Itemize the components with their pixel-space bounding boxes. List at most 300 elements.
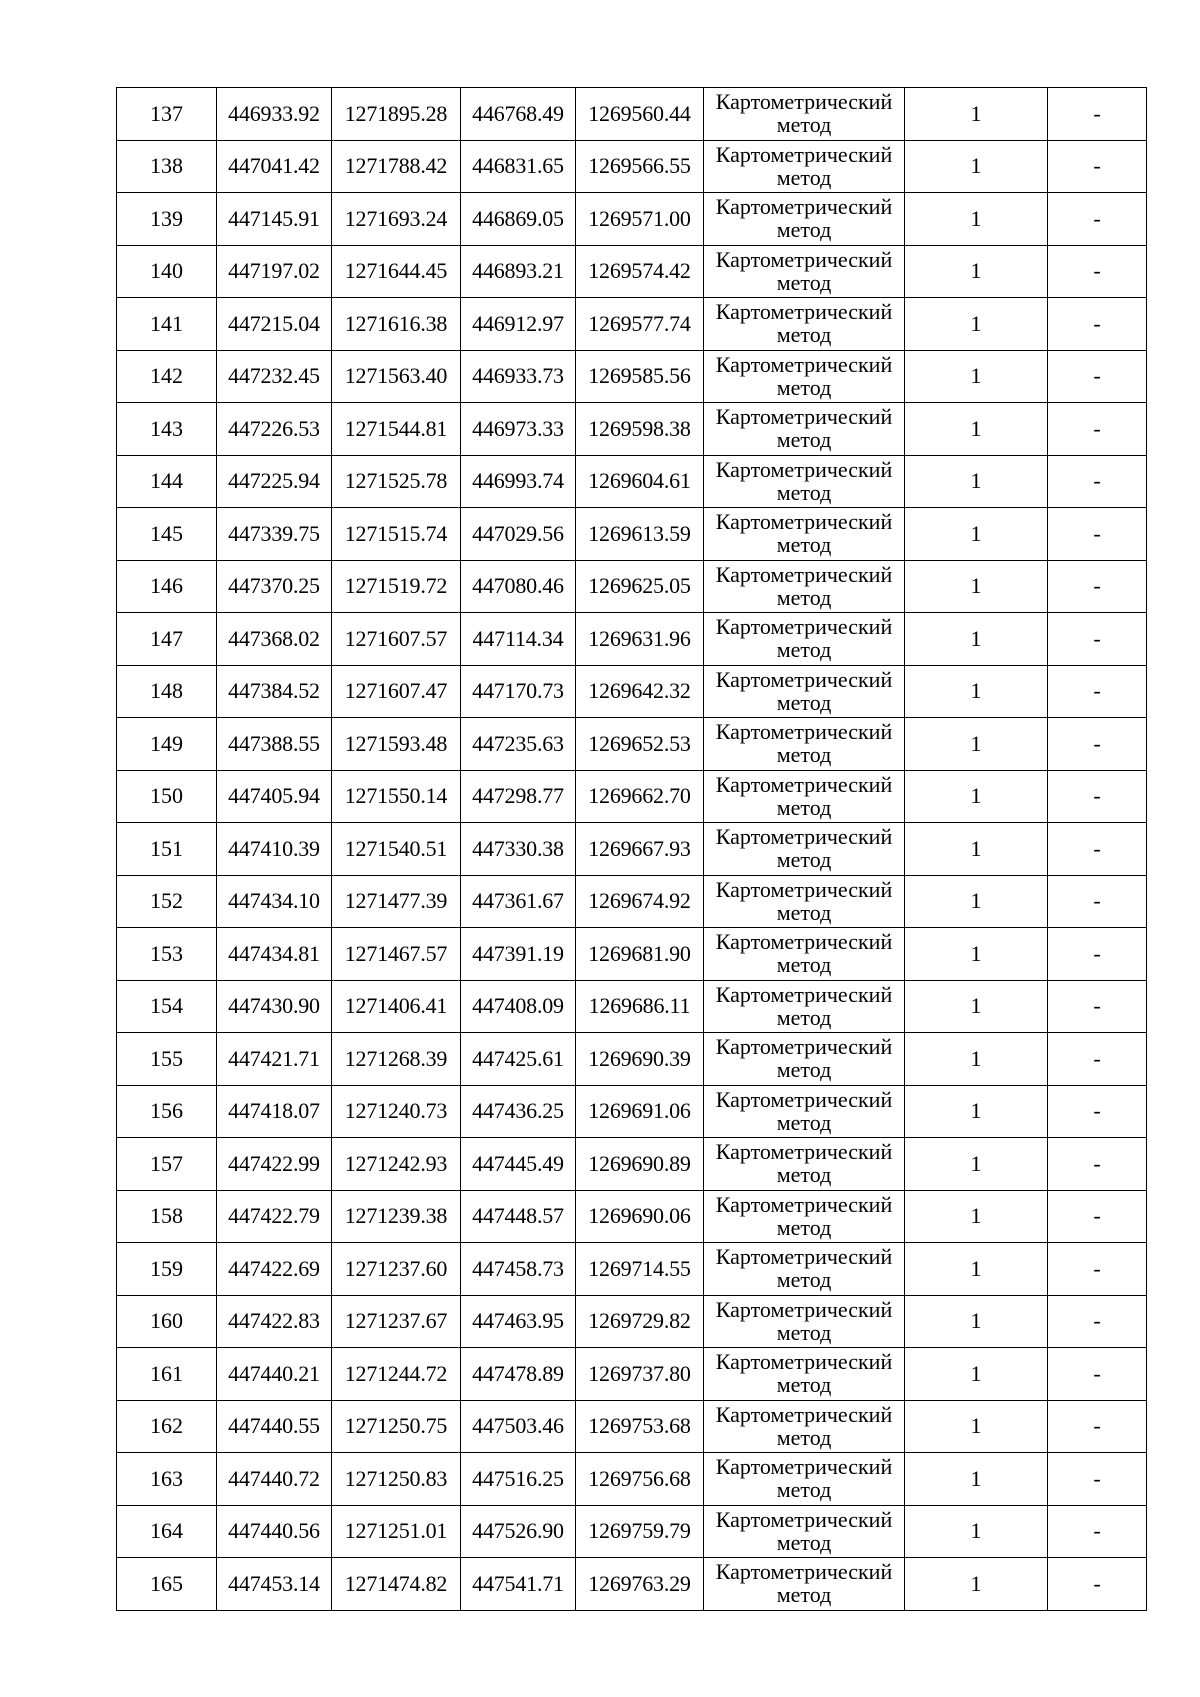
accuracy-cell: 1 xyxy=(905,980,1048,1033)
method-cell xyxy=(704,88,905,141)
y2-cell: 1269642.32 xyxy=(576,665,704,718)
x2-cell: 447361.67 xyxy=(461,875,576,928)
y2-cell: 1269714.55 xyxy=(576,1243,704,1296)
method-line-2: метод xyxy=(776,952,832,977)
x1-cell: 447370.25 xyxy=(217,560,332,613)
table-row xyxy=(117,1243,1147,1296)
accuracy-cell: 1 xyxy=(905,1243,1048,1296)
y1-cell: 1271644.45 xyxy=(332,245,461,298)
point-number-cell: 146 xyxy=(117,560,217,613)
accuracy-cell: 1 xyxy=(905,1400,1048,1453)
x1-cell: 447422.79 xyxy=(217,1190,332,1243)
y2-cell: 1269574.42 xyxy=(576,245,704,298)
method-line-1: Картометрический xyxy=(715,1454,893,1479)
note-cell: - xyxy=(1048,665,1147,718)
x2-cell: 446768.49 xyxy=(461,88,576,141)
y2-cell: 1269662.70 xyxy=(576,770,704,823)
x1-cell: 447440.21 xyxy=(217,1348,332,1401)
point-number-cell: 150 xyxy=(117,770,217,823)
y1-cell: 1271616.38 xyxy=(332,298,461,351)
method-line-2: метод xyxy=(776,1372,832,1397)
y1-cell: 1271563.40 xyxy=(332,350,461,403)
note-cell: - xyxy=(1048,1505,1147,1558)
method-line-2: метод xyxy=(776,742,832,767)
method-cell xyxy=(704,1348,905,1401)
note-cell: - xyxy=(1048,1453,1147,1506)
table-row xyxy=(117,455,1147,508)
y1-cell: 1271250.75 xyxy=(332,1400,461,1453)
accuracy-cell: 1 xyxy=(905,1558,1048,1611)
x2-cell: 447445.49 xyxy=(461,1138,576,1191)
note-cell: - xyxy=(1048,928,1147,981)
method-line-2: метод xyxy=(776,1582,832,1607)
x1-cell: 447418.07 xyxy=(217,1085,332,1138)
note-cell: - xyxy=(1048,1295,1147,1348)
method-cell xyxy=(704,560,905,613)
table-row xyxy=(117,403,1147,456)
accuracy-cell: 1 xyxy=(905,455,1048,508)
x1-cell: 447368.02 xyxy=(217,613,332,666)
x2-cell: 447235.63 xyxy=(461,718,576,771)
x1-cell: 447388.55 xyxy=(217,718,332,771)
note-cell: - xyxy=(1048,508,1147,561)
note-cell: - xyxy=(1048,1138,1147,1191)
x1-cell: 447339.75 xyxy=(217,508,332,561)
x1-cell: 447422.69 xyxy=(217,1243,332,1296)
x2-cell: 447391.19 xyxy=(461,928,576,981)
x1-cell: 447232.45 xyxy=(217,350,332,403)
method-cell xyxy=(704,245,905,298)
method-line-1: Картометрический xyxy=(715,771,893,797)
table-row xyxy=(117,1085,1147,1138)
x1-cell: 447197.02 xyxy=(217,245,332,298)
point-number-cell: 154 xyxy=(117,980,217,1033)
note-cell: - xyxy=(1048,1558,1147,1611)
x1-cell: 447405.94 xyxy=(217,770,332,823)
method-cell xyxy=(704,350,905,403)
method-line-2: метод xyxy=(776,584,832,610)
x2-cell: 447458.73 xyxy=(461,1243,576,1296)
note-cell: - xyxy=(1048,140,1147,193)
note-cell: - xyxy=(1048,1400,1147,1453)
method-line-1: Картометрический xyxy=(715,1034,893,1059)
x1-cell: 447410.39 xyxy=(217,823,332,876)
y2-cell: 1269560.44 xyxy=(576,88,704,141)
x2-cell: 447503.46 xyxy=(461,1400,576,1453)
x2-cell: 447114.34 xyxy=(461,613,576,666)
point-number-cell: 160 xyxy=(117,1295,217,1348)
x2-cell: 446993.74 xyxy=(461,455,576,508)
method-line-2: метод xyxy=(776,637,832,662)
y2-cell: 1269737.80 xyxy=(576,1348,704,1401)
x2-cell: 447541.71 xyxy=(461,1558,576,1611)
method-cell xyxy=(704,298,905,351)
y1-cell: 1271237.67 xyxy=(332,1295,461,1348)
method-cell xyxy=(704,770,905,823)
point-number-cell: 159 xyxy=(117,1243,217,1296)
note-cell: - xyxy=(1048,1190,1147,1243)
x2-cell: 447448.57 xyxy=(461,1190,576,1243)
x1-cell: 447453.14 xyxy=(217,1558,332,1611)
accuracy-cell: 1 xyxy=(905,770,1048,823)
x2-cell: 447425.61 xyxy=(461,1033,576,1086)
x1-cell: 447434.81 xyxy=(217,928,332,981)
y2-cell: 1269690.89 xyxy=(576,1138,704,1191)
accuracy-cell: 1 xyxy=(905,1033,1048,1086)
method-cell xyxy=(704,613,905,666)
y2-cell: 1269691.06 xyxy=(576,1085,704,1138)
note-cell: - xyxy=(1048,770,1147,823)
y1-cell: 1271519.72 xyxy=(332,560,461,613)
table-row xyxy=(117,1558,1147,1611)
point-number-cell: 157 xyxy=(117,1138,217,1191)
note-cell: - xyxy=(1048,823,1147,876)
y2-cell: 1269652.53 xyxy=(576,718,704,771)
method-line-1: Картометрический xyxy=(715,141,893,167)
note-cell: - xyxy=(1048,245,1147,298)
method-cell xyxy=(704,928,905,981)
point-number-cell: 165 xyxy=(117,1558,217,1611)
method-line-2: метод xyxy=(776,1529,832,1555)
table-row xyxy=(117,508,1147,561)
y2-cell: 1269686.11 xyxy=(576,980,704,1033)
x1-cell: 447421.71 xyxy=(217,1033,332,1086)
point-number-cell: 151 xyxy=(117,823,217,876)
accuracy-cell: 1 xyxy=(905,718,1048,771)
point-number-cell: 155 xyxy=(117,1033,217,1086)
note-cell: - xyxy=(1048,1243,1147,1296)
y1-cell: 1271242.93 xyxy=(332,1138,461,1191)
point-number-cell: 139 xyxy=(117,193,217,246)
table-row xyxy=(117,665,1147,718)
method-cell xyxy=(704,823,905,876)
y1-cell: 1271544.81 xyxy=(332,403,461,456)
x1-cell: 447384.52 xyxy=(217,665,332,718)
method-line-2: метод xyxy=(776,322,832,347)
y1-cell: 1271240.73 xyxy=(332,1085,461,1138)
y1-cell: 1271237.60 xyxy=(332,1243,461,1296)
y1-cell: 1271895.28 xyxy=(332,88,461,141)
method-cell xyxy=(704,665,905,718)
y1-cell: 1271788.42 xyxy=(332,140,461,193)
x1-cell: 447434.10 xyxy=(217,875,332,928)
y2-cell: 1269690.39 xyxy=(576,1033,704,1086)
y2-cell: 1269577.74 xyxy=(576,298,704,351)
table-row xyxy=(117,1505,1147,1558)
x1-cell: 447215.04 xyxy=(217,298,332,351)
method-line-1: Картометрический xyxy=(715,719,893,744)
method-line-2: метод xyxy=(776,427,832,452)
method-line-1: Картометрический xyxy=(715,1401,893,1427)
table-row xyxy=(117,88,1147,141)
y2-cell: 1269756.68 xyxy=(576,1453,704,1506)
table-row xyxy=(117,875,1147,928)
method-cell xyxy=(704,875,905,928)
y1-cell: 1271250.83 xyxy=(332,1453,461,1506)
y1-cell: 1271525.78 xyxy=(332,455,461,508)
method-line-2: метод xyxy=(776,374,832,400)
method-line-2: метод xyxy=(776,479,832,505)
table-row xyxy=(117,1033,1147,1086)
accuracy-cell: 1 xyxy=(905,508,1048,561)
point-number-cell: 137 xyxy=(117,88,217,141)
method-line-2: метод xyxy=(776,1267,832,1292)
x2-cell: 447029.56 xyxy=(461,508,576,561)
table-row xyxy=(117,1453,1147,1506)
x1-cell: 447440.56 xyxy=(217,1505,332,1558)
x2-cell: 447436.25 xyxy=(461,1085,576,1138)
y2-cell: 1269729.82 xyxy=(576,1295,704,1348)
method-line-1: Картометрический xyxy=(715,666,893,692)
method-cell xyxy=(704,1085,905,1138)
note-cell: - xyxy=(1048,1348,1147,1401)
point-number-cell: 143 xyxy=(117,403,217,456)
y2-cell: 1269690.06 xyxy=(576,1190,704,1243)
method-line-2: метод xyxy=(776,1057,832,1082)
table-row xyxy=(117,298,1147,351)
method-line-1: Картометрический xyxy=(715,1506,893,1532)
method-cell xyxy=(704,193,905,246)
point-number-cell: 141 xyxy=(117,298,217,351)
table-row xyxy=(117,560,1147,613)
accuracy-cell: 1 xyxy=(905,1190,1048,1243)
y2-cell: 1269667.93 xyxy=(576,823,704,876)
table-row xyxy=(117,1295,1147,1348)
method-cell xyxy=(704,718,905,771)
x1-cell: 447440.55 xyxy=(217,1400,332,1453)
point-number-cell: 147 xyxy=(117,613,217,666)
table-row xyxy=(117,613,1147,666)
point-number-cell: 138 xyxy=(117,140,217,193)
point-number-cell: 162 xyxy=(117,1400,217,1453)
point-number-cell: 152 xyxy=(117,875,217,928)
y2-cell: 1269674.92 xyxy=(576,875,704,928)
table-row xyxy=(117,1400,1147,1453)
accuracy-cell: 1 xyxy=(905,613,1048,666)
table-row xyxy=(117,245,1147,298)
y1-cell: 1271693.24 xyxy=(332,193,461,246)
accuracy-cell: 1 xyxy=(905,560,1048,613)
note-cell: - xyxy=(1048,298,1147,351)
method-line-1: Картометрический xyxy=(715,246,893,272)
y1-cell: 1271550.14 xyxy=(332,770,461,823)
method-line-1: Картометрический xyxy=(715,1244,893,1269)
method-line-2: метод xyxy=(776,794,832,820)
y1-cell: 1271268.39 xyxy=(332,1033,461,1086)
method-line-1: Картометрический xyxy=(715,1191,893,1217)
point-number-cell: 142 xyxy=(117,350,217,403)
note-cell: - xyxy=(1048,403,1147,456)
y2-cell: 1269753.68 xyxy=(576,1400,704,1453)
table-row xyxy=(117,1138,1147,1191)
table-row xyxy=(117,718,1147,771)
table-row xyxy=(117,770,1147,823)
x1-cell: 447422.83 xyxy=(217,1295,332,1348)
note-cell: - xyxy=(1048,875,1147,928)
x2-cell: 447080.46 xyxy=(461,560,576,613)
accuracy-cell: 1 xyxy=(905,665,1048,718)
x1-cell: 447430.90 xyxy=(217,980,332,1033)
table-row xyxy=(117,140,1147,193)
method-line-2: метод xyxy=(776,1214,832,1240)
point-number-cell: 156 xyxy=(117,1085,217,1138)
note-cell: - xyxy=(1048,193,1147,246)
accuracy-cell: 1 xyxy=(905,298,1048,351)
y2-cell: 1269625.05 xyxy=(576,560,704,613)
y1-cell: 1271540.51 xyxy=(332,823,461,876)
x2-cell: 446973.33 xyxy=(461,403,576,456)
y2-cell: 1269585.56 xyxy=(576,350,704,403)
x2-cell: 446933.73 xyxy=(461,350,576,403)
note-cell: - xyxy=(1048,350,1147,403)
method-cell xyxy=(704,508,905,561)
y1-cell: 1271251.01 xyxy=(332,1505,461,1558)
x1-cell: 447225.94 xyxy=(217,455,332,508)
y2-cell: 1269681.90 xyxy=(576,928,704,981)
y1-cell: 1271515.74 xyxy=(332,508,461,561)
method-line-2: метод xyxy=(776,1109,832,1135)
method-line-2: метод xyxy=(776,1477,832,1502)
y2-cell: 1269631.96 xyxy=(576,613,704,666)
x2-cell: 446912.97 xyxy=(461,298,576,351)
method-cell xyxy=(704,980,905,1033)
method-line-1: Картометрический xyxy=(715,404,893,429)
note-cell: - xyxy=(1048,560,1147,613)
note-cell: - xyxy=(1048,1085,1147,1138)
method-cell xyxy=(704,1453,905,1506)
table-row xyxy=(117,1348,1147,1401)
y2-cell: 1269598.38 xyxy=(576,403,704,456)
y1-cell: 1271607.57 xyxy=(332,613,461,666)
table-row xyxy=(117,350,1147,403)
method-cell xyxy=(704,455,905,508)
x2-cell: 447478.89 xyxy=(461,1348,576,1401)
note-cell: - xyxy=(1048,88,1147,141)
coordinates-table xyxy=(116,87,1147,1611)
y1-cell: 1271477.39 xyxy=(332,875,461,928)
x2-cell: 447463.95 xyxy=(461,1295,576,1348)
accuracy-cell: 1 xyxy=(905,140,1048,193)
method-line-1: Картометрический xyxy=(715,824,893,849)
note-cell: - xyxy=(1048,718,1147,771)
accuracy-cell: 1 xyxy=(905,403,1048,456)
method-line-2: метод xyxy=(776,1319,832,1345)
table-row xyxy=(117,193,1147,246)
y2-cell: 1269604.61 xyxy=(576,455,704,508)
x1-cell: 446933.92 xyxy=(217,88,332,141)
method-line-2: метод xyxy=(776,217,832,242)
method-line-2: метод xyxy=(776,269,832,295)
method-line-2: метод xyxy=(776,112,832,137)
method-cell xyxy=(704,140,905,193)
method-line-2: метод xyxy=(776,1162,832,1187)
accuracy-cell: 1 xyxy=(905,1453,1048,1506)
y2-cell: 1269613.59 xyxy=(576,508,704,561)
accuracy-cell: 1 xyxy=(905,1138,1048,1191)
x2-cell: 447516.25 xyxy=(461,1453,576,1506)
method-line-1: Картометрический xyxy=(715,1086,893,1112)
accuracy-cell: 1 xyxy=(905,350,1048,403)
x2-cell: 446893.21 xyxy=(461,245,576,298)
x1-cell: 447226.53 xyxy=(217,403,332,456)
x2-cell: 446869.05 xyxy=(461,193,576,246)
method-cell xyxy=(704,403,905,456)
x2-cell: 447170.73 xyxy=(461,665,576,718)
x1-cell: 447440.72 xyxy=(217,1453,332,1506)
method-line-1: Картометрический xyxy=(715,194,893,219)
x2-cell: 447298.77 xyxy=(461,770,576,823)
table-row xyxy=(117,928,1147,981)
accuracy-cell: 1 xyxy=(905,1085,1048,1138)
accuracy-cell: 1 xyxy=(905,1295,1048,1348)
x1-cell: 447422.99 xyxy=(217,1138,332,1191)
method-cell xyxy=(704,1558,905,1611)
point-number-cell: 140 xyxy=(117,245,217,298)
y1-cell: 1271239.38 xyxy=(332,1190,461,1243)
method-line-2: метод xyxy=(776,532,832,557)
note-cell: - xyxy=(1048,1033,1147,1086)
point-number-cell: 148 xyxy=(117,665,217,718)
y1-cell: 1271474.82 xyxy=(332,1558,461,1611)
table-body xyxy=(117,88,1147,1611)
method-line-2: метод xyxy=(776,847,832,872)
method-cell xyxy=(704,1243,905,1296)
method-line-2: метод xyxy=(776,1004,832,1030)
table-row xyxy=(117,823,1147,876)
point-number-cell: 163 xyxy=(117,1453,217,1506)
y1-cell: 1271406.41 xyxy=(332,980,461,1033)
method-line-1: Картометрический xyxy=(715,299,893,324)
method-line-1: Картометрический xyxy=(715,614,893,639)
y2-cell: 1269759.79 xyxy=(576,1505,704,1558)
x2-cell: 447408.09 xyxy=(461,980,576,1033)
accuracy-cell: 1 xyxy=(905,245,1048,298)
method-line-2: метод xyxy=(776,164,832,190)
y2-cell: 1269763.29 xyxy=(576,1558,704,1611)
method-line-1: Картометрический xyxy=(715,351,893,377)
method-cell xyxy=(704,1505,905,1558)
method-line-1: Картометрический xyxy=(715,981,893,1007)
method-line-2: метод xyxy=(776,689,832,715)
method-cell xyxy=(704,1138,905,1191)
y2-cell: 1269571.00 xyxy=(576,193,704,246)
x1-cell: 447041.42 xyxy=(217,140,332,193)
accuracy-cell: 1 xyxy=(905,928,1048,981)
method-line-1: Картометрический xyxy=(715,876,893,902)
accuracy-cell: 1 xyxy=(905,1505,1048,1558)
y1-cell: 1271244.72 xyxy=(332,1348,461,1401)
x1-cell: 447145.91 xyxy=(217,193,332,246)
method-line-1: Картометрический xyxy=(715,1139,893,1164)
point-number-cell: 158 xyxy=(117,1190,217,1243)
y1-cell: 1271593.48 xyxy=(332,718,461,771)
method-line-1: Картометрический xyxy=(715,929,893,954)
method-cell xyxy=(704,1295,905,1348)
accuracy-cell: 1 xyxy=(905,88,1048,141)
x2-cell: 447526.90 xyxy=(461,1505,576,1558)
accuracy-cell: 1 xyxy=(905,1348,1048,1401)
accuracy-cell: 1 xyxy=(905,875,1048,928)
x2-cell: 446831.65 xyxy=(461,140,576,193)
note-cell: - xyxy=(1048,613,1147,666)
method-line-1: Картометрический xyxy=(715,509,893,534)
method-line-1: Картометрический xyxy=(715,456,893,482)
point-number-cell: 153 xyxy=(117,928,217,981)
note-cell: - xyxy=(1048,455,1147,508)
method-cell xyxy=(704,1033,905,1086)
method-line-2: метод xyxy=(776,899,832,925)
method-line-1: Картометрический xyxy=(715,1349,893,1374)
